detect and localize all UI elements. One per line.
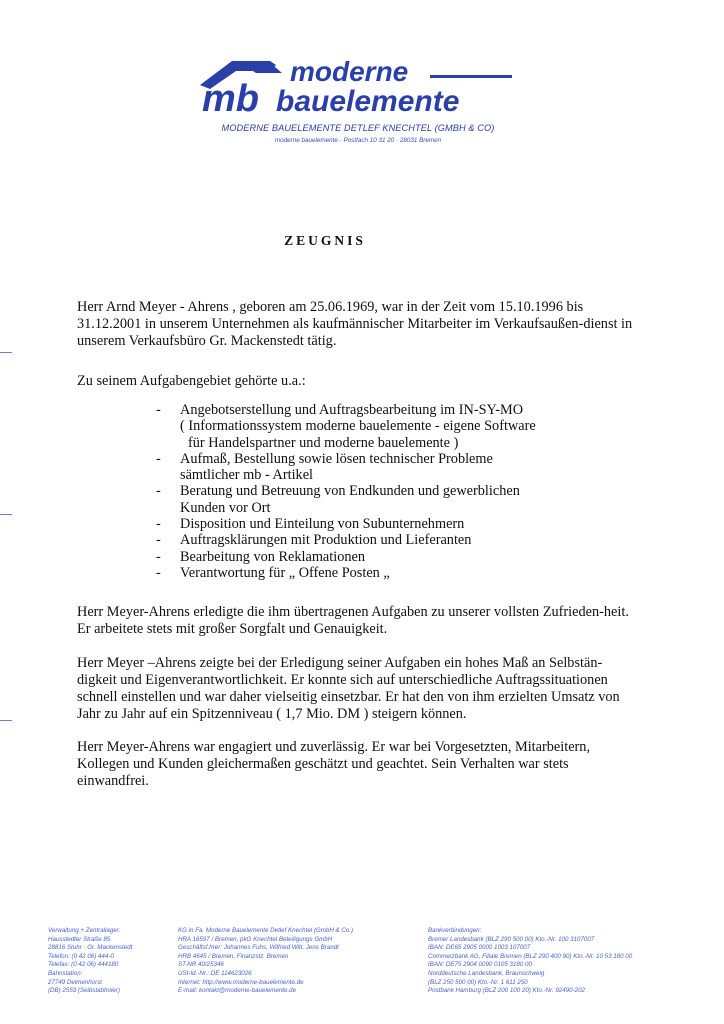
logo-bauelemente-text: bauelemente <box>276 85 460 117</box>
footer-line: Bahnstation: <box>48 969 83 977</box>
bullet-dash: - <box>156 564 161 581</box>
footer-legal-column <box>178 927 353 996</box>
duty-text: Bearbeitung von Reklamationen <box>180 548 366 565</box>
document-title: ZEUGNIS <box>284 233 366 248</box>
paragraph-performance: Herr Meyer-Ahrens erledigte die ihm übertragenen Aufgaben zu unserer vollsten Zufrieden-heit. Er arbeitete stets mit großer Sorgfalt und Genauigkeit. <box>77 604 629 637</box>
footer-line: ST-NR 40/25346 <box>178 961 224 969</box>
duty-subtext: Kunden vor Ort <box>180 499 271 516</box>
duty-text: Angebotserstellung und Auftragsbearbeitung im IN-SY-MO <box>180 402 524 418</box>
duty-subtext: ( Informationssystem moderne bauelemente - eigene Software <box>180 418 536 435</box>
logo-mb-text: mb <box>202 78 259 117</box>
bullet-dash: - <box>156 483 161 500</box>
footer-line: Postbank Hamburg (BLZ 200 100 20) Kto.-Nr. 92490-202 <box>428 987 585 995</box>
fold-mark <box>0 514 12 515</box>
list-item <box>156 516 576 532</box>
footer-address-column <box>48 927 132 996</box>
duty-text: Disposition und Einteilung von Subunternehmern <box>180 516 465 533</box>
footer-line: IBAN: DE75 2904 0090 0105 3180 00 <box>428 961 532 969</box>
list-item <box>156 532 576 548</box>
footer-line: Norddeutsche Landesbank, Braunschweig <box>428 969 545 977</box>
footer-line: Geschäftsf.hrer: Johannes Fuhs, Wilfried Witt, Jens Brandt <box>178 944 339 952</box>
paragraph-conduct: Herr Meyer-Ahrens war engagiert und zuverlässig. Er war bei Vorgesetzten, Mitarbeitern, Kollegen und Kunden gleichermaßen geschätzt und geachtet. Sein Verhalten war stets einwandfrei. <box>77 739 591 789</box>
duty-text: Auftragsklärungen mit Produktion und Lieferanten <box>180 532 472 549</box>
bullet-dash: - <box>156 548 161 565</box>
footer-line: Bankverbindungen: <box>428 927 482 934</box>
footer-line: HRA 16597 / Bremen, pkG Knechtel Beteiligungs GmbH <box>178 935 333 943</box>
footer-line: E-mail: kontakt@moderne-bauelemente.de <box>178 987 297 995</box>
company-logo <box>198 55 528 117</box>
company-name: MODERNE BAUELEMENTE DETLEF KNECHTEL (GMBH & CO) <box>221 123 495 133</box>
footer-line: Telefax: (0 42 06) 444180 <box>48 961 119 969</box>
bullet-dash: - <box>156 402 161 418</box>
list-item <box>156 549 576 565</box>
footer-line: Verwaltung + Zentrallager: <box>48 927 121 934</box>
paragraph-employment: Herr Arnd Meyer - Ahrens , geboren am 25.06.1969, war in der Zeit vom 15.10.1996 bis 31.12.2001 in unserem Unternehmen als kaufmännischer Mitarbeiter im Verkaufsaußen-dienst in unserem Verkaufsbüro Gr. Mackenstedt tätig. <box>77 299 633 349</box>
list-item <box>156 451 576 484</box>
bullet-dash: - <box>156 450 161 467</box>
duty-subtext: sämtlicher mb - Artikel <box>180 467 314 484</box>
fold-mark <box>0 720 12 721</box>
footer-line: 28816 Stuhr · Gr. Mackenstedt <box>48 944 133 952</box>
list-item <box>156 402 576 451</box>
footer-line: Commerzbank AG, Filiale Bremen (BLZ 290 400 90) Kto.-Nr. 10 53 180 00 <box>428 952 633 960</box>
fold-mark <box>0 352 12 353</box>
footer-bank-column <box>428 927 632 996</box>
footer-line: (BLZ 250 500 00) Kto.-Nr. 1 611 250 <box>428 978 528 986</box>
duty-text: Verantwortung für „ Offene Posten „ <box>180 564 390 581</box>
duties-list <box>156 402 576 581</box>
footer-line: KG in Fa. Moderne Bauelemente Detlef Knechtel (GmbH & Co.) <box>178 927 354 934</box>
footer-line: Telefon: (0 42 06) 444-0 <box>48 952 114 960</box>
footer-line: Hausstedter Straße 85 <box>48 935 111 943</box>
footer-line: (DB) 2553 (Seibstabholer) <box>48 987 120 995</box>
bullet-dash: - <box>156 532 161 549</box>
paragraph-independence: Herr Meyer –Ahrens zeigte bei der Erledigung seiner Aufgaben ein hohes Maß an Selbstän-digkeit und Eigenverantwortlichkeit. Er konnte sich auf unterschiedliche Auftragssituationen schnell einstellen und war daher vielseitig einsetzbar. Er hat den von ihm erzielten Umsatz von Jahr zu Jahr auf ein Spitzenniveau ( 1,7 Mio. DM ) steigern können. <box>77 655 620 722</box>
footer-line: USt-Id.-Nr.: DE 114623026 <box>178 969 252 977</box>
company-address: moderne bauelemente · Postfach 10 31 20 · 28031 Bremen <box>274 137 442 144</box>
footer-line: HRB 4645 / Bremen, Finanzstz. Bremen <box>178 952 289 960</box>
footer-line: 27749 Delmenhorst <box>48 978 103 986</box>
footer-line: Internet: http://www.moderne-bauelemente.de <box>178 978 304 986</box>
footer-line: IBAN: DE65 2905 0000 1003 107007 <box>428 944 531 952</box>
bullet-dash: - <box>156 516 161 533</box>
duty-text: Aufmaß, Bestellung sowie lösen technischer Probleme <box>180 450 493 467</box>
logo-moderne-text: moderne <box>290 56 409 87</box>
footer-line: Bremer Landesbank (BLZ 290 500 00) Kto.-Nr. 100 3107007 <box>428 935 595 943</box>
duty-subtext: für Handelspartner und moderne bauelemente ) <box>188 434 459 451</box>
duty-text: Beratung und Betreuung von Endkunden und gewerblichen <box>180 483 520 500</box>
paragraph-duties-intro: Zu seinem Aufgabengebiet gehörte u.a.: <box>77 373 306 389</box>
list-item <box>156 483 576 516</box>
list-item <box>156 565 576 581</box>
